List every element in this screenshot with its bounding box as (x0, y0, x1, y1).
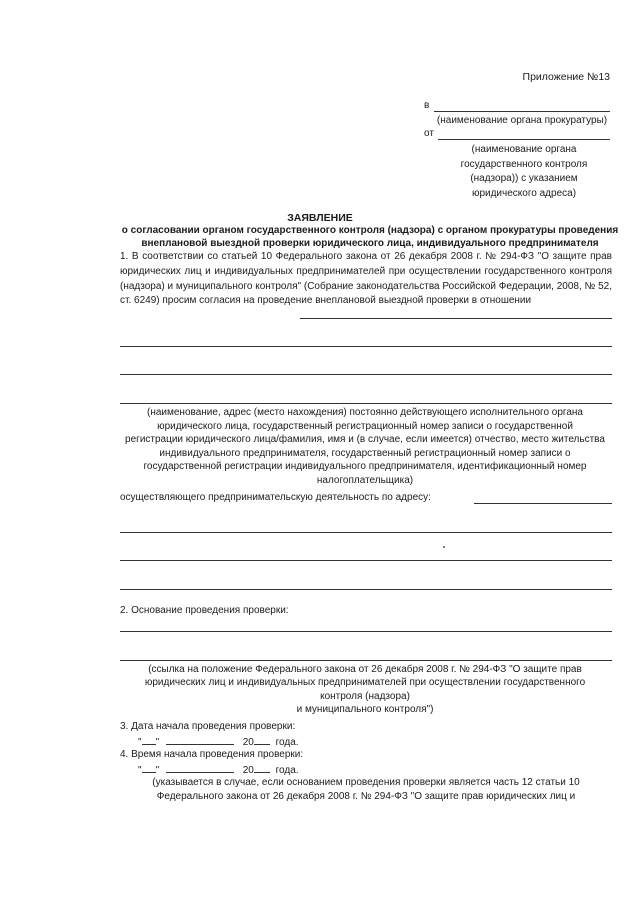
scan-speck (443, 546, 445, 548)
from-prefix: от (424, 128, 434, 139)
quote-open: " (138, 737, 142, 748)
address-inline-line (474, 503, 612, 504)
document-title: ЗАЯВЛЕНИЕ (287, 212, 353, 224)
section-1-line (120, 346, 612, 347)
caption-line: и муниципального контроля") (296, 704, 434, 716)
address-line (120, 560, 612, 561)
section-1-text: 1. В соответствии со статьей 10 Федерального закона от 26 декабря 2008 г. № 294-ФЗ "О защите прав юридических лиц и индивидуальных предпринимателей при осуществлении государственного контроля (надзора) и муниципального контроля" (Собрание законодательства Российской Федерации, 2008, № 52, ст. 6249) просим согласия на проведение внеплановой выездной проверки в отношении (120, 251, 612, 307)
section-1-caption (115, 406, 615, 488)
address-line (120, 589, 612, 590)
footnote-line: (указывается в случае, если основанием проведения проверки является часть 12 статьи 10 (152, 777, 580, 788)
caption-line: юридического лица, государственный регистрационный номер записи о государственной (157, 420, 573, 432)
address-line (120, 532, 612, 533)
day-blank (142, 762, 156, 773)
caption-line: (ссылка на положение Федерального закона от 26 декабря 2008 г. № 294-ФЗ "О защите прав (148, 664, 582, 675)
year-prefix: 20 (242, 737, 254, 748)
section-2-line (120, 660, 612, 661)
subtitle-line: о согласовании органом государственного контроля (надзора) с органом прокуратуры проведения (121, 225, 619, 236)
appendix-label: Приложение №13 (522, 71, 610, 83)
from-caption-line: (наименование органа (471, 144, 577, 155)
quote-close: " (155, 737, 160, 748)
from-line (438, 139, 610, 140)
caption-line: налогоплательщика) (316, 474, 414, 486)
from-caption-line: государственного контроля (460, 158, 588, 170)
year-suffix: года. (275, 765, 299, 776)
to-caption: (наименование органа прокуратуры) (436, 115, 608, 126)
month-blank (166, 762, 234, 773)
section-1-line (120, 403, 612, 404)
section-2-caption (115, 663, 615, 717)
year-prefix: 20 (242, 765, 254, 776)
quote-close: " (155, 765, 160, 776)
year-blank (254, 734, 270, 745)
to-prefix: в (424, 100, 430, 111)
section-1-line (120, 374, 612, 375)
from-caption-line: (надзора)) с указанием (470, 173, 578, 184)
caption-line: (наименование, адрес (место нахождения) постоянно действующего исполнительного органа (146, 407, 583, 418)
caption-line: государственной регистрации индивидуального предпринимателя, идентификационный номер (143, 461, 587, 473)
year-suffix: года. (275, 737, 299, 748)
day-blank (142, 734, 156, 745)
from-caption (438, 143, 610, 201)
document-subtitle (110, 224, 630, 250)
quote-open: " (138, 765, 142, 776)
section-3-label: 3. Дата начала проведения проверки: (120, 721, 296, 732)
section-4-label: 4. Время начала проведения проверки: (120, 749, 304, 760)
to-line (434, 111, 610, 112)
subtitle-line: внеплановой выездной проверки юридического лица, индивидуального предпринимателя (141, 238, 599, 249)
caption-line: контроля (надзора) (320, 690, 410, 702)
month-blank (166, 734, 234, 745)
address-label: осуществляющего предпринимательскую деятельность по адресу: (120, 492, 431, 503)
from-caption-line: юридического адреса) (471, 187, 577, 199)
section-1-inline-line (300, 318, 612, 319)
footnote (120, 776, 612, 804)
caption-line: юридических лиц и индивидуальных предпринимателей при осуществлении государственного (144, 677, 586, 689)
year-blank (254, 762, 270, 773)
footnote-line: Федерального закона от 26 декабря 2008 г. № 294-ФЗ "О защите прав юридических лиц и (156, 791, 576, 802)
caption-line: индивидуального предпринимателя, государственный регистрационный номер записи о (159, 447, 571, 459)
section-2-line (120, 631, 612, 632)
section-2-label: 2. Основание проведения проверки: (120, 605, 289, 616)
caption-line: регистрации юридического лица/фамилия, имя и (в случае, если имеется) отчество, место жительства (125, 434, 605, 446)
